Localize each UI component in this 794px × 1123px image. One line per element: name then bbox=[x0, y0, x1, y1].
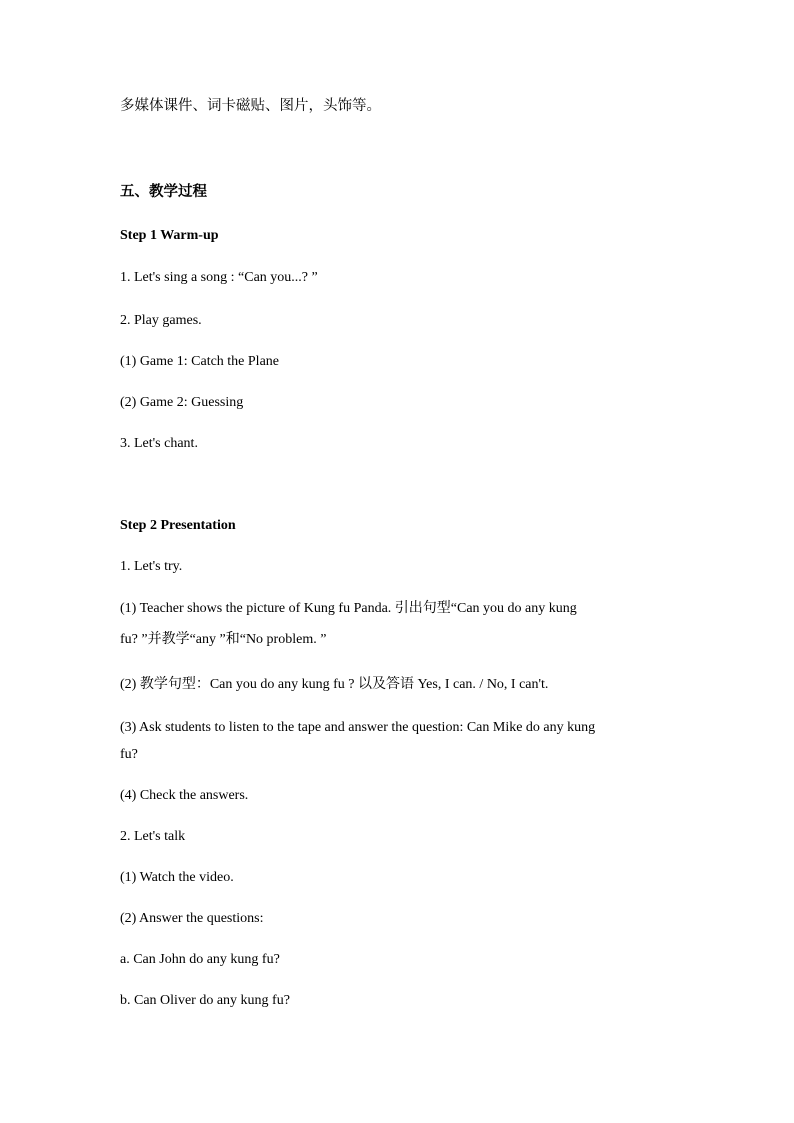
step2-talk-b: b. Can Oliver do any kung fu? bbox=[120, 993, 290, 1008]
step1-item-game1: (1) Game 1: Catch the Plane bbox=[120, 354, 280, 369]
step1-item-sing: 1. Let's sing a song : “Can you...? ” bbox=[120, 270, 318, 285]
step2-try-3-line1: (3) Ask students to listen to the tape and answer the question: Can Mike do any kung bbox=[120, 720, 596, 735]
step1-item-game2: (2) Game 2: Guessing bbox=[120, 395, 244, 410]
step2-talk-1: (1) Watch the video. bbox=[120, 870, 234, 885]
step2-lets-talk: 2. Let's talk bbox=[120, 829, 186, 844]
step1-item-play-games: 2. Play games. bbox=[120, 313, 202, 328]
step2-try-4: (4) Check the answers. bbox=[120, 788, 249, 803]
step2-try-2: (2) 教学句型：Can you do any kung fu ? 以及答语 Yes, I can. / No, I can't. bbox=[120, 677, 549, 692]
section-title: 五、教学过程 bbox=[120, 184, 207, 200]
step2-talk-a: a. Can John do any kung fu? bbox=[120, 952, 280, 967]
step2-title: Step 2 Presentation bbox=[120, 518, 236, 533]
step2-try-1-line2: fu? ”并教学“any ”和“No problem. ” bbox=[120, 632, 327, 647]
step2-talk-2: (2) Answer the questions: bbox=[120, 911, 264, 926]
step2-lets-try: 1. Let's try. bbox=[120, 559, 183, 574]
step1-item-chant: 3. Let's chant. bbox=[120, 436, 198, 451]
step2-try-3-line2: fu? bbox=[120, 747, 138, 762]
step1-title: Step 1 Warm-up bbox=[120, 228, 219, 243]
step2-try-1-line1: (1) Teacher shows the picture of Kung fu Panda. 引出句型“Can you do any kung bbox=[120, 601, 577, 616]
materials-text: 多媒体课件、词卡磁贴、图片，头饰等。 bbox=[120, 98, 381, 114]
